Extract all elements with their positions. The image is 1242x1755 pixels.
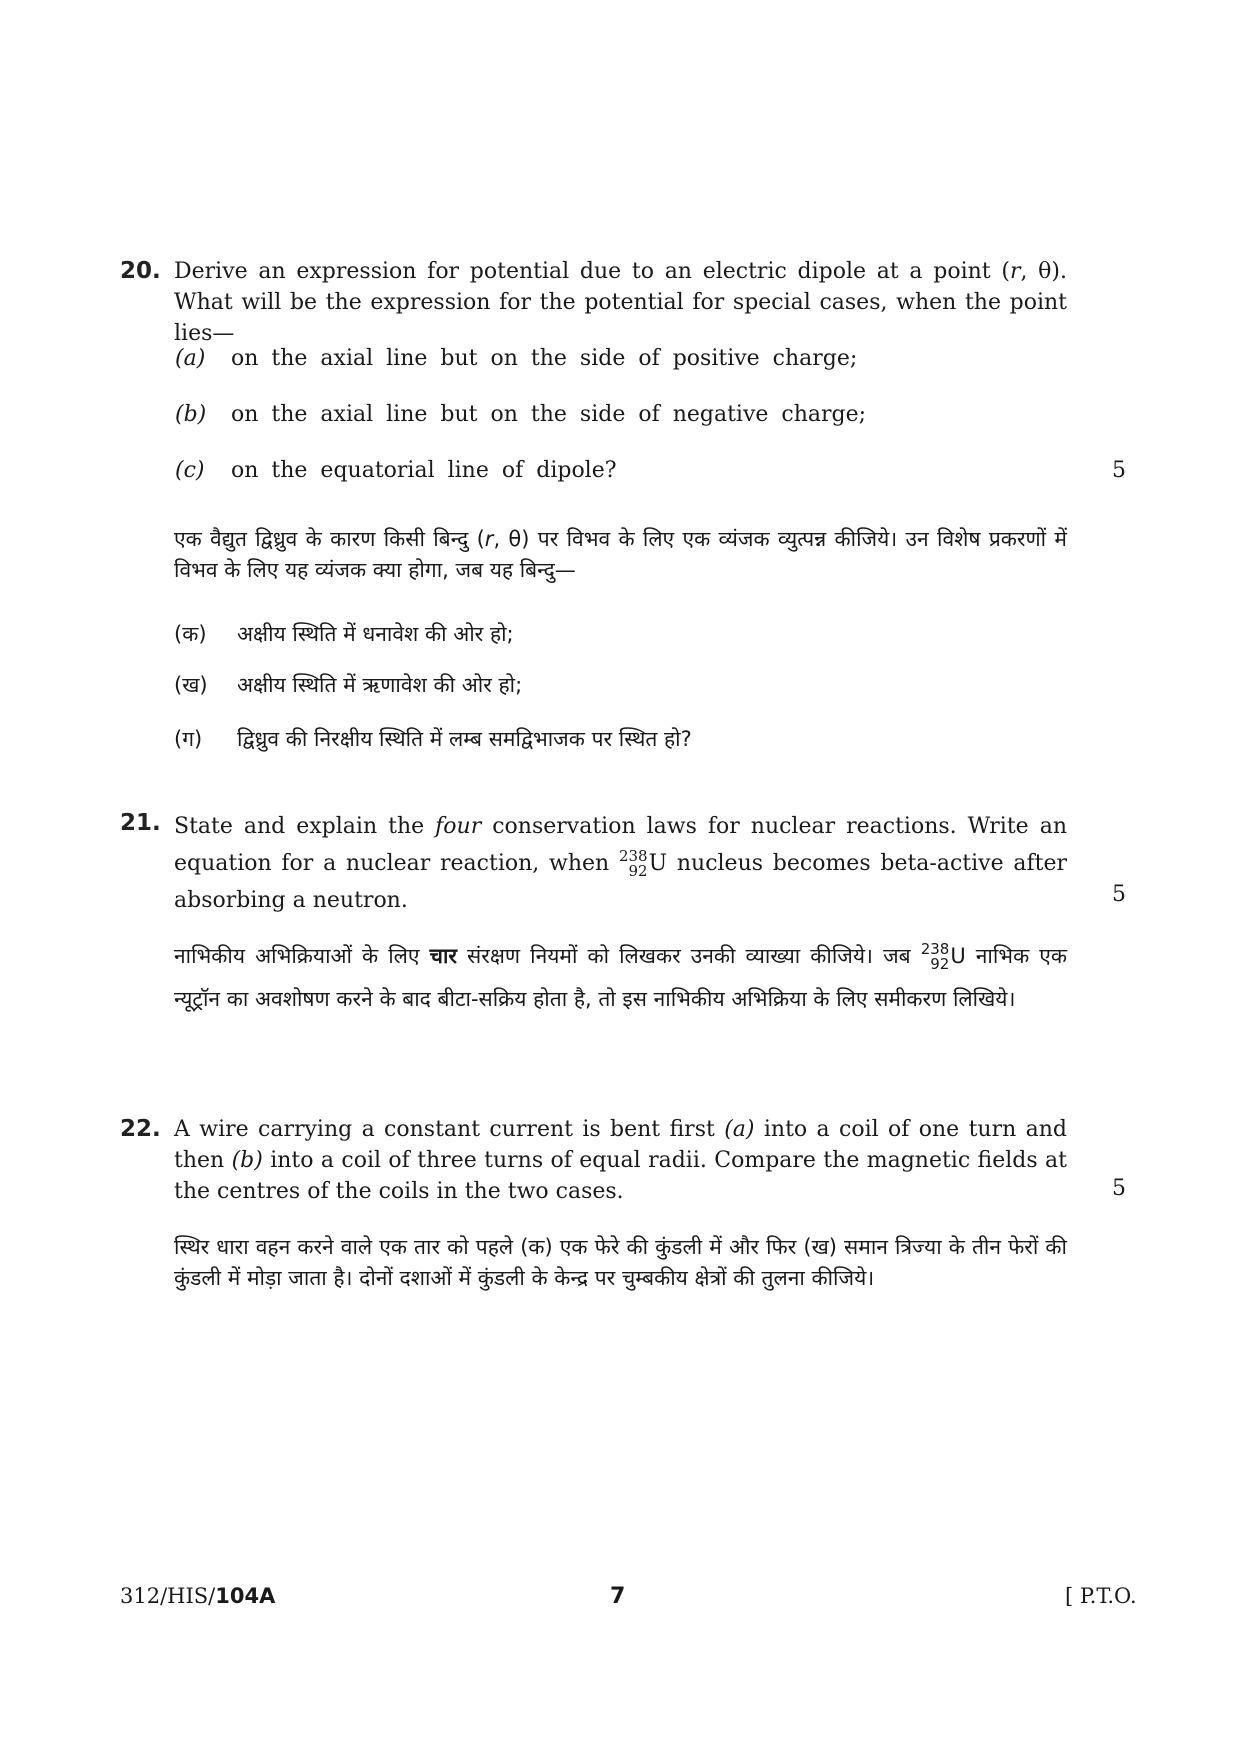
q20-hindi-option-ka-label: (क)	[174, 622, 207, 646]
q21-hindi-part-a: नाभिकीय अभिक्रियाओं के लिए	[174, 944, 430, 968]
q21-iso-symbol: U	[648, 851, 668, 876]
q20-hindi-var-r: r	[484, 527, 494, 551]
q21-iso-mass-number: 238	[618, 847, 648, 865]
q22-text-part-b: into a coil of one turn and then	[174, 1117, 1067, 1173]
q21-hindi-iso-symbol: U	[950, 944, 966, 968]
q20-hindi-part-b: , θ) पर विभव के लिए एक व्यंजक व्युत्पन्न कीजिये। उन विशेष प्रकरणों में विभव के लिए यह व्यंजक क्या होगा, जब यह बिन्दु—	[174, 527, 1067, 582]
q21-hindi-uranium-isotope-notation	[921, 942, 950, 972]
q21-marks: 5	[1112, 882, 1126, 907]
q20-var-r: r	[1009, 259, 1021, 284]
question-21-number: 21.	[120, 810, 161, 836]
footer-paper-code	[120, 1584, 275, 1608]
q20-hindi-option-ga-text: द्विध्रुव की निरक्षीय स्थिति में लम्ब समद्विभाजक पर स्थित हो?	[237, 727, 692, 751]
q21-uranium-isotope-notation	[619, 849, 648, 879]
q21-text-part-b: conservation laws for nuclear reactions. Write an equation for a nuclear reaction, when	[174, 814, 1067, 876]
q20-marks: 5	[1112, 458, 1126, 483]
q20-option-b-label: (b)	[175, 402, 207, 427]
q21-text-part-c: nucleus becomes beta-active after absorbing a neutron.	[174, 851, 1067, 913]
q20-hindi-option-ka-text: अक्षीय स्थिति में धनावेश की ओर हो;	[237, 622, 514, 646]
q21-hindi-iso-atomic-number: 92	[930, 955, 950, 973]
q20-option-a-text: on the axial line but on the side of positive charge;	[231, 346, 858, 371]
q21-hindi-text	[174, 935, 1067, 1021]
q22-hindi-text: स्थिर धारा वहन करने वाले एक तार को पहले (क) एक फेरे की कुंडली में और फिर (ख) समान त्रिज्या के तीन फेरों की कुंडली में मोड़ा जाता है। दोनों दशाओं में कुंडली के केन्द्र पर चुम्बकीय क्षेत्रों की तुलना कीजिये।	[174, 1235, 1067, 1290]
q21-hindi-part-c: नाभिक एक न्यूट्रॉन का अवशोषण करने के बाद बीटा-सक्रिय होता है, तो इस नाभिकीय अभिक्रिया के लिए समीकरण लिखिये।	[174, 944, 1068, 1011]
q22-emphasis-a: (a)	[724, 1117, 755, 1142]
footer-page-number: 7	[610, 1584, 626, 1609]
footer-code-bold: 104A	[215, 1584, 276, 1608]
q20-hindi-option-kha-text: अक्षीय स्थिति में ऋणावेश की ओर हो;	[237, 673, 523, 697]
question-20-text	[174, 256, 1067, 349]
footer-code-prefix: 312/HIS/	[120, 1584, 216, 1608]
question-22-text	[174, 1114, 1067, 1207]
footer-pto: [ P.T.O.	[1065, 1584, 1137, 1608]
q20-option-c-label: (c)	[175, 458, 205, 483]
q22-emphasis-b: (b)	[231, 1148, 263, 1173]
q22-text-part-a: A wire carrying a constant current is bent first	[174, 1117, 725, 1142]
q21-iso-atomic-number: 92	[628, 862, 648, 880]
q20-hindi-option-kha-label: (ख)	[174, 673, 208, 697]
question-20-number: 20.	[120, 258, 161, 284]
q22-text-part-c: into a coil of three turns of equal radii. Compare the magnetic fields at the centres of the coils in the two cases.	[174, 1148, 1067, 1204]
q20-hindi-part-a: एक वैद्युत द्विध्रुव के कारण किसी बिन्दु (	[174, 527, 485, 551]
q20-text-part-a: Derive an expression for potential due to an electric dipole at a point (	[174, 259, 1010, 284]
q20-option-c-text: on the equatorial line of dipole?	[231, 458, 617, 483]
q20-option-a-label: (a)	[175, 346, 206, 371]
q20-text-part-b: , θ). What will be the expression for the potential for special cases, when the point lies—	[174, 259, 1068, 346]
question-21-text	[174, 808, 1067, 919]
q20-hindi-text	[174, 524, 1067, 586]
q21-hindi-iso-mass-number: 238	[920, 940, 950, 958]
q21-hindi-part-b: संरक्षण नियमों को लिखकर उनकी व्याख्या कीजिये। जब	[456, 944, 921, 968]
q22-marks: 5	[1112, 1176, 1126, 1201]
question-22-number: 22.	[120, 1116, 161, 1142]
q20-option-b-text: on the axial line but on the side of negative charge;	[231, 402, 867, 427]
q21-hindi-bold-chaar: चार	[429, 944, 457, 968]
q20-hindi-option-ga-label: (ग)	[174, 727, 203, 751]
q21-emphasis-four: four	[435, 814, 482, 839]
q21-text-part-a: State and explain the	[174, 814, 436, 839]
